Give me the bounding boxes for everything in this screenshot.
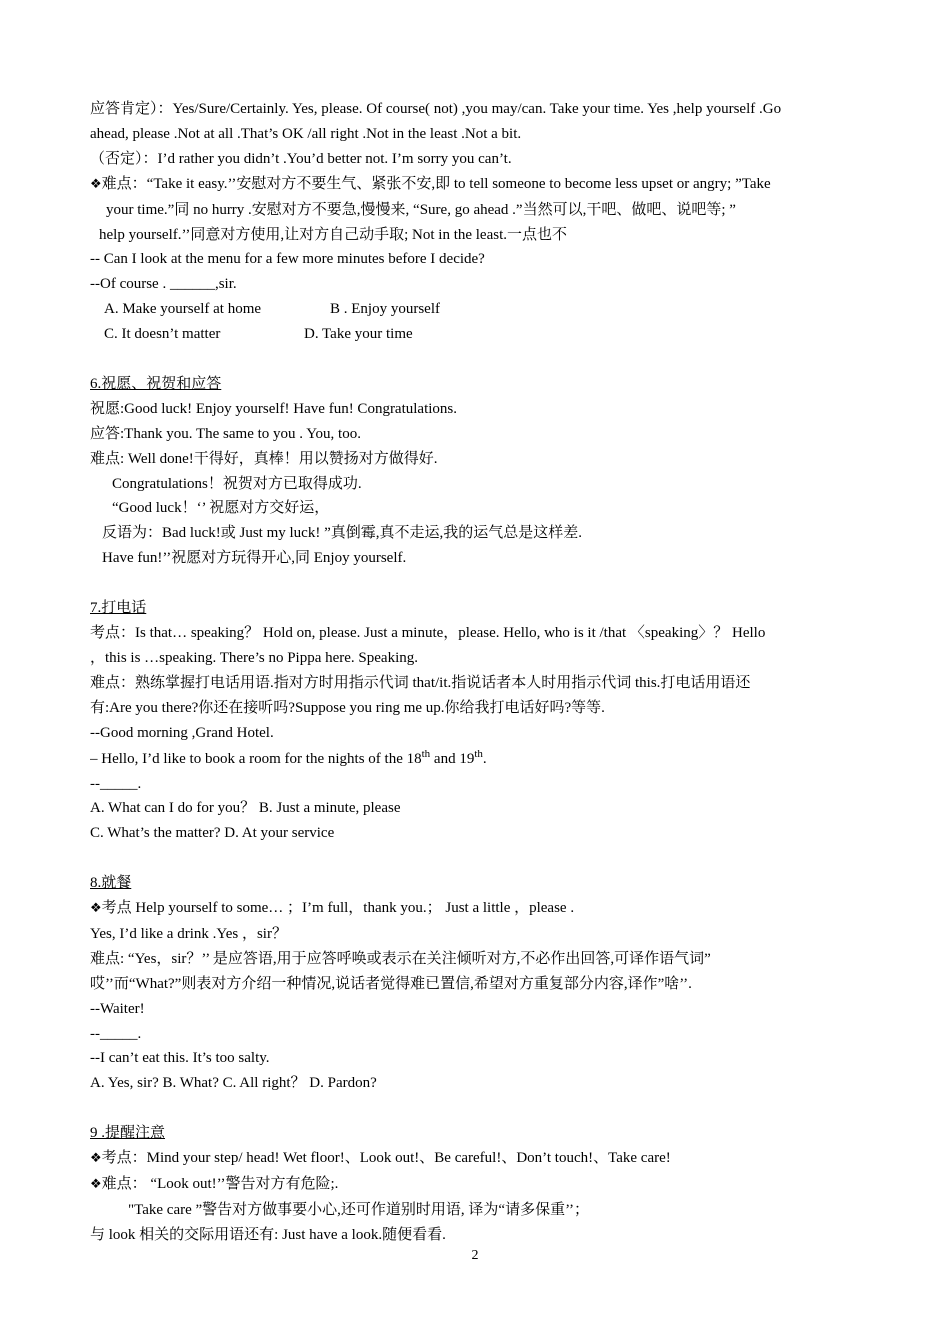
text-line — [90, 172, 862, 198]
page-number: 2 — [471, 1248, 479, 1263]
diamond-bullet-icon: ❖ — [90, 1177, 102, 1192]
question-line: – Hello, I’d like to book a room for the nights of the 18th and 19th. — [90, 747, 487, 767]
option-row — [90, 297, 862, 322]
text-line: ，this is …speaking. There’s no Pippa here. Speaking. — [90, 649, 419, 666]
question-line: --Of course . ______,sir. — [90, 276, 237, 293]
blank-line — [90, 846, 862, 871]
document-body — [90, 97, 862, 1248]
option-b: B . Enjoy yourself — [330, 301, 440, 318]
text-line: ❖难点： “Look out!’’警告对方有危险;. — [90, 1176, 339, 1192]
question-line: --_____. — [90, 1025, 142, 1042]
text-line: ahead, please .Not at all .That’s OK /all right .Not in the least .Not a bit. — [90, 125, 522, 142]
text-line: ❖考点：Mind your step/ head! Wet floor!、Look out!、Be careful!、Don’t touch!、Take care! — [90, 1150, 671, 1167]
text-line: Have fun!’’祝愿对方玩得开心,同 Enjoy yourself. — [102, 550, 407, 567]
text-line: 祝愿:Good luck! Enjoy yourself! Have fun! Congratulations. — [90, 400, 458, 417]
text-line: 应答肯定）：Yes/Sure/Certainly. Yes, please. Of course( not) ,you may/can. Take your time. Yes ,help yourself .Go — [90, 101, 782, 117]
text-line: 考点：Is that… speaking？ Hold on, please. Just a minute，please. Hello, who is it /that 〈speaking〉？ Hello — [90, 625, 766, 641]
text-line: 难点: Well done!干得好，真棒！用以赞扬对方做得好. — [90, 450, 438, 467]
question-line: --I can’t eat this. It’s too salty. — [90, 1050, 270, 1067]
option-d: D. Take your time — [304, 326, 413, 343]
text-line: ❖考点 Help yourself to some… ；I’m full，thank you.； Just a little ，please . — [90, 900, 575, 917]
section-heading: 7.打电话 — [90, 600, 147, 617]
blank-line — [90, 571, 862, 596]
text-line: help yourself.’’同意对方使用,让对方自己动手取; Not in the least.一点也不 — [99, 226, 568, 243]
text-line: “Good luck！‘’ 祝愿对方交好运， — [112, 500, 330, 517]
text-line: 有:Are you there?你还在接听吗?Suppose you ring me up.你给我打电话好吗?等等. — [90, 699, 605, 716]
text-line: 难点: “Yes，sir？’’ 是应答语,用于应答呼唤或表示在关注倾听对方,不必作出回答,可译作语气词” — [90, 950, 711, 967]
question-line: --Waiter! — [90, 1000, 145, 1017]
superscript: th — [474, 747, 483, 760]
option-row — [90, 322, 862, 347]
diamond-bullet-icon: ❖ — [90, 1151, 102, 1167]
text-line: your time.”同 no hurry .安慰对方不要急,慢慢来, “Sure, go ahead .”当然可以,干吧、做吧、说吧等; ” — [106, 201, 736, 218]
blank-line — [90, 347, 862, 372]
superscript: th — [421, 747, 431, 760]
option-row: C. What’s the matter? D. At your service — [90, 825, 335, 842]
section-heading: 8.就餐 — [90, 875, 132, 892]
text-line: 哎’’而“What?”则表对方介绍一种情况,说话者觉得难已置信,希望对方重复部分内容,译作”啥’’. — [90, 975, 692, 992]
text-line: "Take care ”警告对方做事要小心,还可作道别时用语, 译为“请多保重’’； — [128, 1201, 589, 1218]
text-line: 应答:Thank you. The same to you . You, too. — [90, 425, 361, 442]
text-line: 反语为：Bad luck!或 Just my luck! ”真倒霉,真不走运,我的运气总是这样差. — [102, 525, 582, 542]
diamond-bullet-icon: ❖ — [90, 176, 102, 192]
difficulty-note: 难点：“Take it easy.’’安慰对方不要生气、紧张不安,即 to tell someone to become less upset or angry; ”Take — [101, 175, 771, 192]
blank-line — [90, 1096, 862, 1121]
text-line: 难点：熟练掌握打电话用语.指对方时用指示代词 that/it.指说话者本人时用指示代词 this.打电话用语还 — [90, 674, 751, 691]
section-heading: 9 .提醒注意 — [90, 1125, 166, 1142]
option-a: A. Make yourself at home — [104, 301, 262, 318]
section-heading: 6.祝愿、祝贺和应答 — [90, 375, 222, 392]
text-line: 与 look 相关的交际用语还有: Just have a look.随便看看. — [90, 1226, 446, 1243]
text-line: Congratulations！祝贺对方已取得成功. — [112, 475, 362, 492]
diamond-bullet-icon: ❖ — [90, 901, 102, 917]
option-row: A. Yes, sir? B. What? C. All right？ D. Pardon? — [90, 1075, 377, 1092]
text-line: （否定）：I’d rather you didn’t .You’d better not. I’m sorry you can’t. — [90, 150, 512, 167]
option-c: C. It doesn’t matter — [104, 326, 221, 343]
text-line: Yes, I’d like a drink .Yes ，sir？ — [90, 925, 287, 942]
question-line: --_____. — [90, 775, 142, 792]
option-row: A. What can I do for you？ B. Just a minute, please — [90, 800, 401, 817]
question-line: --Good morning ,Grand Hotel. — [90, 724, 274, 741]
question-line: -- Can I look at the menu for a few more minutes before I decide? — [90, 251, 485, 268]
